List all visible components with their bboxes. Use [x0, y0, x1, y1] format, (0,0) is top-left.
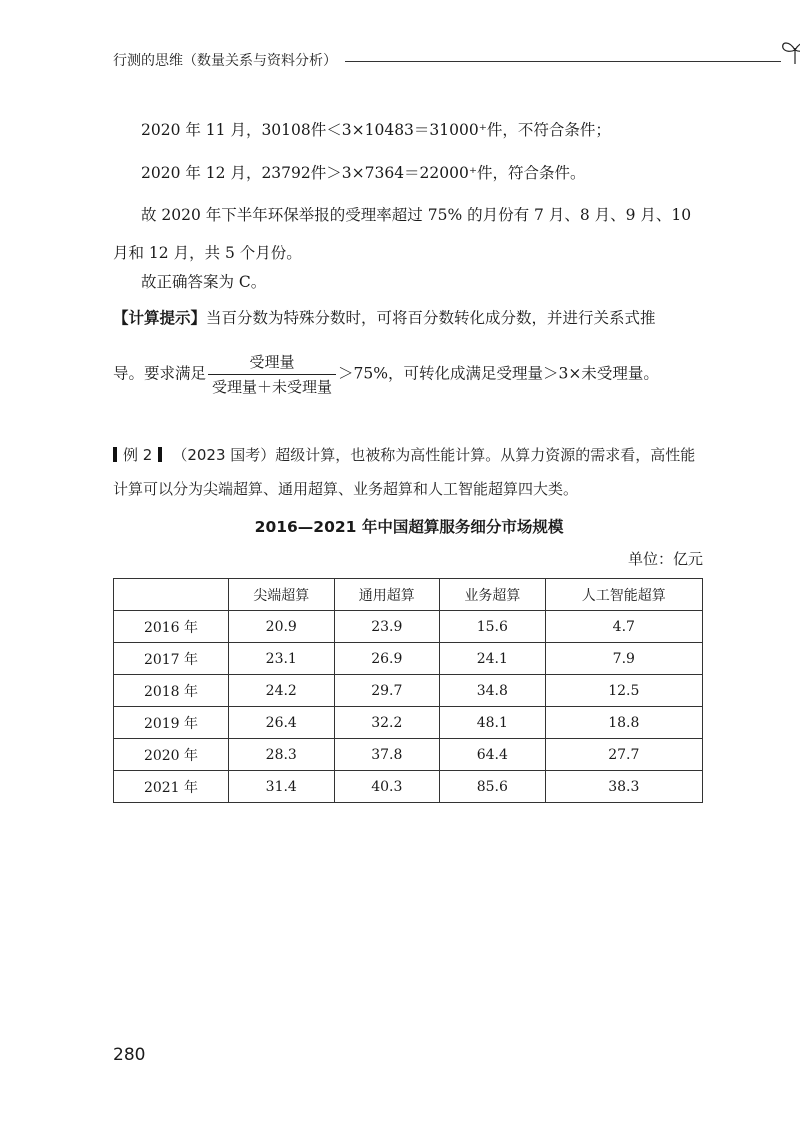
page-number: 280 [113, 1045, 146, 1065]
table-cell: 12.5 [545, 675, 702, 707]
tip-text: 当百分数为特殊分数时，可将百分数转化成分数，并进行关系式推 [206, 309, 656, 327]
table-row [114, 707, 703, 739]
header-cell: 尖端超算 [229, 579, 335, 611]
running-header [113, 48, 713, 72]
table-cell: 2017 年 [114, 643, 229, 675]
table-cell: 2016 年 [114, 611, 229, 643]
table-cell: 27.7 [545, 739, 702, 771]
tip-line2-prefix: 导。要求满足 [113, 364, 207, 383]
fraction [208, 352, 336, 397]
tip-line-2 [113, 352, 659, 397]
table-cell: 23.1 [229, 643, 335, 675]
answer-line: 故正确答案为 C。 [141, 273, 267, 291]
table-unit: 单位：亿元 [627, 550, 703, 568]
example-bracket-right [158, 447, 162, 462]
table-cell: 2021 年 [114, 771, 229, 803]
example-paragraph [113, 438, 705, 506]
data-table [113, 578, 703, 803]
example-bracket-left [113, 447, 117, 462]
header-rule [345, 61, 781, 62]
table-cell: 4.7 [545, 611, 702, 643]
table-cell: 48.1 [440, 707, 546, 739]
table-cell: 31.4 [229, 771, 335, 803]
tip-label: 【计算提示】 [113, 309, 207, 327]
table-cell: 85.6 [440, 771, 546, 803]
table-cell: 15.6 [440, 611, 546, 643]
table-cell: 2020 年 [114, 739, 229, 771]
table-row [114, 739, 703, 771]
table-cell: 40.3 [334, 771, 440, 803]
fraction-numerator: 受理量 [208, 352, 336, 375]
fraction-denominator: 受理量＋未受理量 [212, 378, 333, 396]
header-cell: 人工智能超算 [545, 579, 702, 611]
table-cell: 2018 年 [114, 675, 229, 707]
table-cell: 26.4 [229, 707, 335, 739]
table-cell: 29.7 [334, 675, 440, 707]
table-cell: 38.3 [545, 771, 702, 803]
line-december: 2020 年 12 月，23792件＞3×7364＝22000⁺件，符合条件。 [141, 164, 586, 182]
tip-line-1 [113, 308, 656, 328]
sprout-icon [777, 36, 800, 66]
tip-line2-suffix: ＞75%，可转化成满足受理量＞3×未受理量。 [338, 364, 659, 383]
example-label: 例 2 [123, 446, 153, 464]
line-november: 2020 年 11 月，30108件＜3×10483＝31000⁺件，不符合条件； [141, 121, 611, 139]
header-cell: 通用超算 [334, 579, 440, 611]
running-header-title: 行测的思维（数量关系与资料分析） [113, 53, 337, 69]
example-text: （2023 国考）超级计算，也被称为高性能计算。从算力资源的需求看，高性能计算可以分为尖端超算、通用超算、业务超算和人工智能超算四大类。 [113, 446, 696, 498]
table-cell: 24.2 [229, 675, 335, 707]
table-cell: 34.8 [440, 675, 546, 707]
table-title: 2016—2021 年中国超算服务细分市场规模 [254, 518, 564, 536]
table-cell: 26.9 [334, 643, 440, 675]
table-cell: 64.4 [440, 739, 546, 771]
table-row [114, 643, 703, 675]
table-cell: 28.3 [229, 739, 335, 771]
table-cell: 37.8 [334, 739, 440, 771]
table-row [114, 675, 703, 707]
table-cell: 18.8 [545, 707, 702, 739]
table-cell: 24.1 [440, 643, 546, 675]
conclusion-paragraph: 故 2020 年下半年环保举报的受理率超过 75% 的月份有 7 月、8 月、9 月、10 月和 12 月，共 5 个月份。 [113, 206, 692, 262]
table-row [114, 771, 703, 803]
header-cell: 业务超算 [440, 579, 546, 611]
table-cell: 20.9 [229, 611, 335, 643]
table-header-row [114, 579, 703, 611]
table-cell: 7.9 [545, 643, 702, 675]
table-row [114, 611, 703, 643]
table-cell: 32.2 [334, 707, 440, 739]
header-cell [114, 579, 229, 611]
table-cell: 23.9 [334, 611, 440, 643]
table-cell: 2019 年 [114, 707, 229, 739]
